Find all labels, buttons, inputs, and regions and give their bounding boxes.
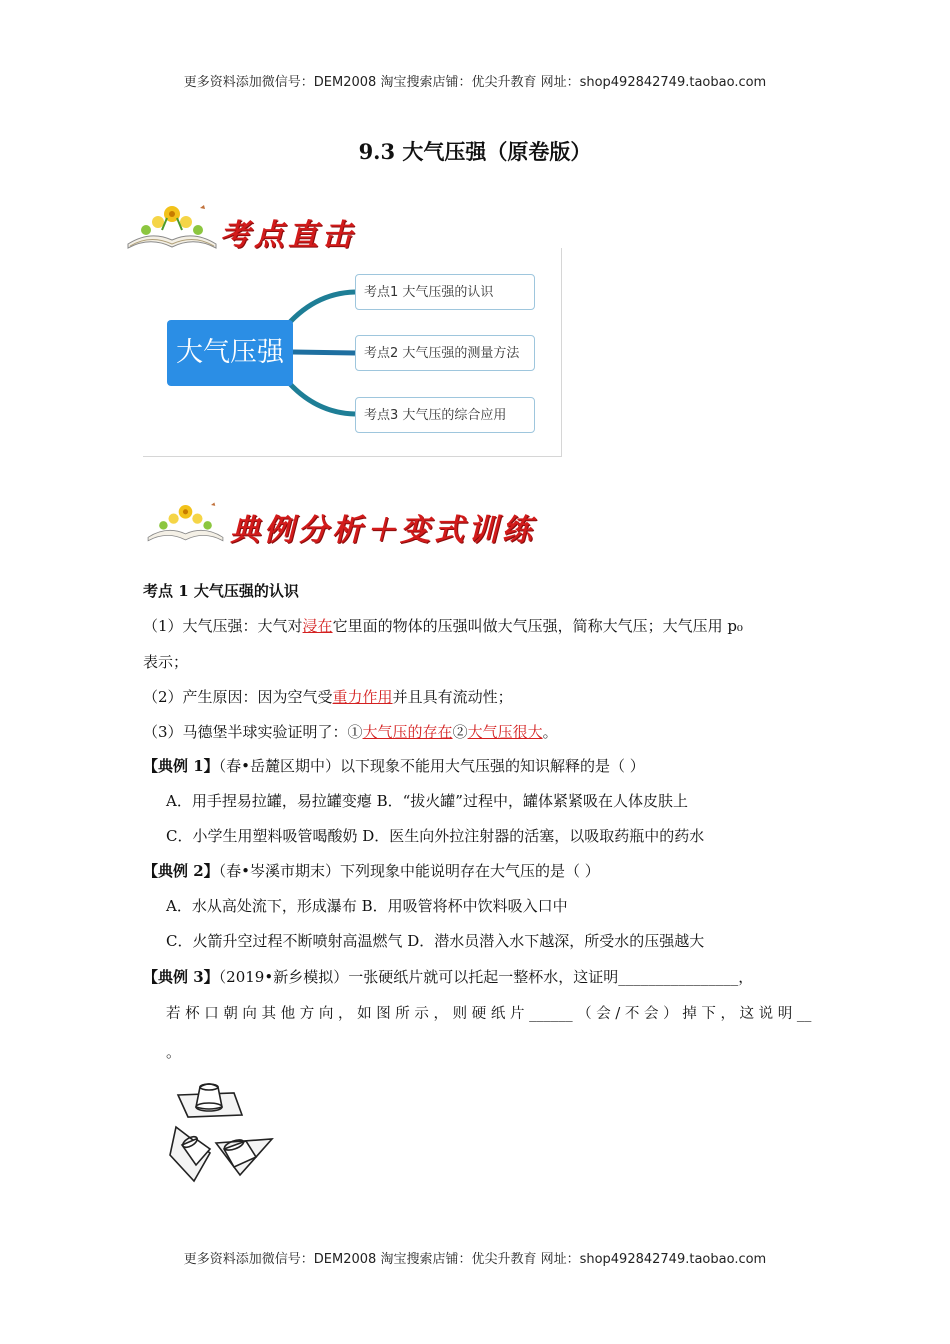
example-3-stem: 【典例 3】（2019•新乡模拟）一张硬纸片就可以托起一整杯水，这证明________________， xyxy=(143,968,754,986)
paragraph-3: （3）马德堡半球实验证明了：①大气压的存在②大气压很大。 xyxy=(143,723,558,741)
answer-jinzai: 浸在 xyxy=(302,617,333,635)
paragraph-1: （1）大气压强：大气对浸在它里面的物体的压强叫做大气压强，简称大气压；大气压用 p₀ xyxy=(143,617,743,635)
example-2-stem: 【典例 2】（春•岑溪市期末）下列现象中能说明存在大气压的是（ ） xyxy=(143,862,600,880)
mindmap xyxy=(143,248,562,457)
paragraph-1-cont: 表示； xyxy=(143,653,189,671)
inverted-cups-figure xyxy=(166,1075,276,1185)
banner-kaodian: 考点直击 xyxy=(220,218,356,253)
page-title: 9.3 大气压强（原卷版） xyxy=(358,139,592,164)
banner-dianli: 典例分析＋变式训练 xyxy=(230,513,536,548)
mindmap-node-3: 考点3 大气压的综合应用 xyxy=(355,397,535,433)
page-footer: 更多资料添加微信号：DEM2008 淘宝搜索店铺：优尖升教育 网址：shop492842749.taobao.com xyxy=(183,1252,767,1267)
answer-cunzai: 大气压的存在 xyxy=(362,723,453,741)
paragraph-2: （2）产生原因：因为空气受重力作用并且具有流动性； xyxy=(143,688,513,706)
example-3-line-3: 。 xyxy=(166,1043,182,1061)
example-2-options-ab: A．水从高处流下，形成瀑布 B．用吸管将杯中饮料吸入口中 xyxy=(166,897,568,915)
answer-zhongli: 重力作用 xyxy=(332,688,393,706)
answer-henda: 大气压很大 xyxy=(467,723,543,741)
mindmap-node-2: 考点2 大气压强的测量方法 xyxy=(355,335,535,371)
example-2-options-cd: C．火箭升空过程不断喷射高温燃气 D．潜水员潜入水下越深，所受水的压强越大 xyxy=(166,932,705,950)
example-3-line-2: 若 杯 口 朝 向 其 他 方 向 ， 如 图 所 示 ， 则 硬 纸 片 ______ （ 会 / 不 会 ） 掉 下 ， 这 说 明 __ xyxy=(166,1006,812,1022)
book-flowers-icon-2 xyxy=(143,496,228,548)
example-1-options-cd: C．小学生用塑料吸管喝酸奶 D．医生向外拉注射器的活塞，以吸取药瓶中的药水 xyxy=(166,827,705,845)
page-header: 更多资料添加微信号：DEM2008 淘宝搜索店铺：优尖升教育 网址：shop492842749.taobao.com xyxy=(183,75,767,90)
example-1-stem: 【典例 1】（春•岳麓区期中）以下现象不能用大气压强的知识解释的是（ ） xyxy=(143,757,645,775)
example-1-options-ab: A．用手捏易拉罐，易拉罐变瘪 B．“拔火罐”过程中，罐体紧紧吸在人体皮肤上 xyxy=(166,792,688,810)
mindmap-center: 大气压强 xyxy=(167,320,293,386)
section-heading: 考点 1 大气压强的认识 xyxy=(143,582,299,600)
book-flowers-icon xyxy=(122,200,222,252)
mindmap-node-1: 考点1 大气压强的认识 xyxy=(355,274,535,310)
